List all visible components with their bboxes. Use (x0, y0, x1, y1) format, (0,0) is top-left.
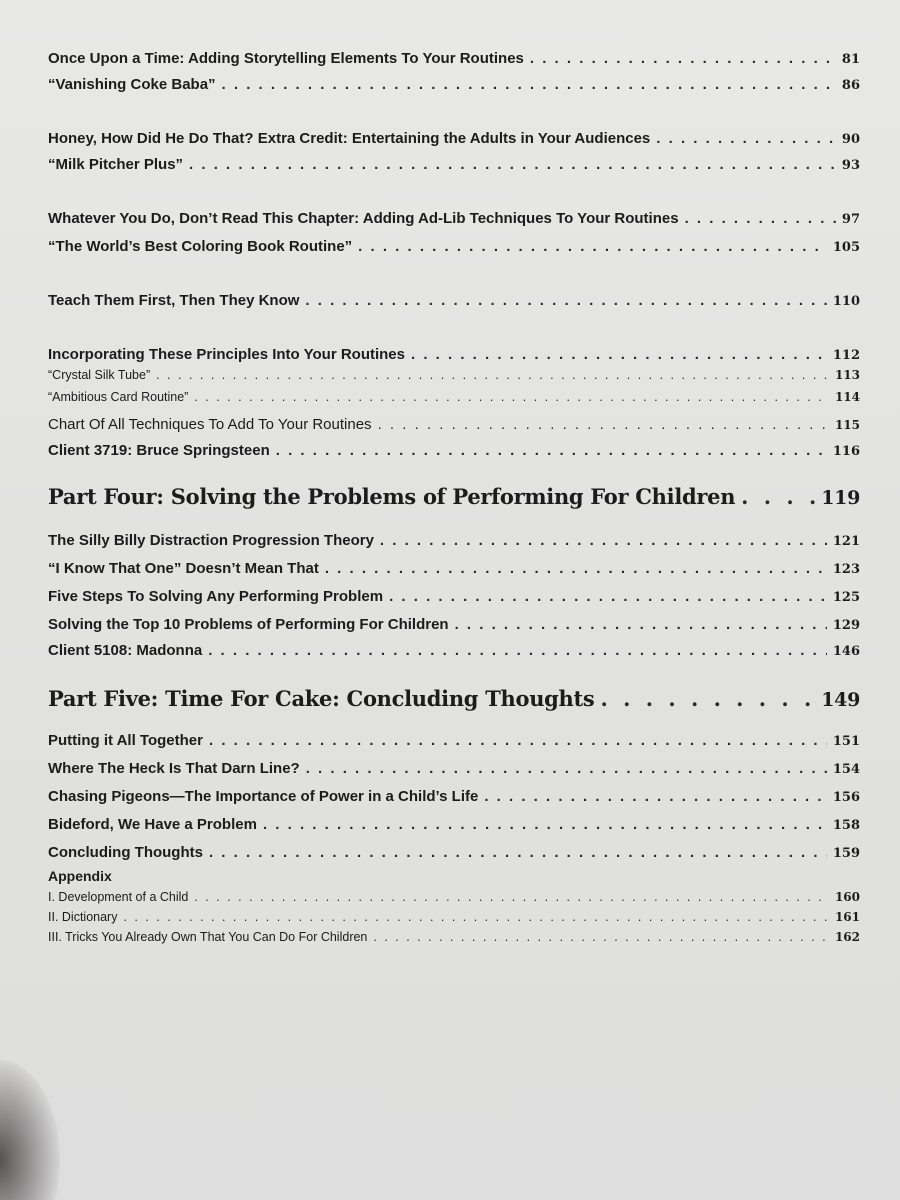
entry-page: 121 (832, 534, 860, 549)
dot-leader (123, 910, 828, 924)
toc-entry[interactable] (48, 616, 860, 633)
part-title: Part Five: Time For Cake: Concluding Thoughts (48, 686, 595, 711)
dot-leader (484, 788, 827, 805)
dot-leader (209, 844, 827, 861)
entry-title: I. Development of a Child (48, 890, 189, 904)
appendix-heading: Appendix (48, 868, 112, 884)
toc-entry[interactable] (48, 346, 860, 363)
dot-leader (305, 292, 826, 309)
dot-leader (389, 588, 827, 605)
entry-page: 81 (841, 52, 860, 67)
dot-leader (194, 890, 829, 904)
dot-leader (306, 760, 827, 777)
entry-title: Chart Of All Techniques To Add To Your Routines (48, 416, 372, 433)
entry-title: Putting it All Together (48, 732, 203, 749)
entry-page: 97 (841, 212, 860, 227)
entry-page: 105 (832, 240, 860, 255)
dot-leader (380, 532, 827, 549)
dot-leader (600, 686, 815, 711)
entry-title: Whatever You Do, Don’t Read This Chapter: Adding Ad-Lib Techniques To Your Routines (48, 210, 679, 227)
entry-title: The Silly Billy Distraction Progression Theory (48, 532, 374, 549)
entry-title: “I Know That One” Doesn’t Mean That (48, 560, 319, 577)
entry-page: 158 (832, 818, 860, 833)
entry-title: “Crystal Silk Tube” (48, 368, 151, 382)
entry-page: 110 (832, 294, 860, 309)
entry-title: Teach Them First, Then They Know (48, 292, 300, 309)
toc-entry[interactable] (48, 532, 860, 549)
entry-title: Incorporating These Principles Into Your Routines (48, 346, 405, 363)
dot-leader (373, 930, 829, 944)
entry-title: Honey, How Did He Do That? Extra Credit: Entertaining the Adults in Your Audiences (48, 130, 651, 147)
entry-title: “Ambitious Card Routine” (48, 390, 189, 404)
entry-page: 162 (834, 930, 860, 944)
toc-entry[interactable] (48, 788, 860, 805)
entry-page: 161 (834, 910, 860, 924)
entry-page: 156 (832, 790, 860, 805)
entry-page: 154 (832, 762, 860, 777)
toc-entry[interactable] (48, 50, 860, 67)
entry-page: 151 (832, 734, 860, 749)
dot-leader (263, 816, 827, 833)
toc-entry[interactable] (48, 760, 860, 777)
entry-title: II. Dictionary (48, 910, 118, 924)
toc-entry[interactable] (48, 442, 860, 459)
entry-page: 113 (834, 368, 860, 382)
entry-title: Once Upon a Time: Adding Storytelling Elements To Your Routines (48, 50, 524, 67)
appendix-entry[interactable] (48, 930, 860, 944)
dot-leader (209, 732, 827, 749)
toc-entry[interactable] (48, 642, 860, 659)
entry-page: 112 (832, 348, 860, 363)
entry-page: 90 (841, 132, 860, 147)
entry-page: 115 (834, 418, 860, 432)
dot-leader (276, 442, 827, 459)
entry-page: 125 (832, 590, 860, 605)
entry-title: Where The Heck Is That Darn Line? (48, 760, 300, 777)
appendix-entry[interactable] (48, 910, 860, 924)
appendix-entry[interactable] (48, 890, 860, 904)
entry-page: 114 (834, 390, 860, 404)
finger-shadow (0, 1060, 60, 1200)
dot-leader (741, 484, 815, 509)
entry-title: Solving the Top 10 Problems of Performing For Children (48, 616, 449, 633)
part-page: 149 (821, 689, 860, 711)
dot-leader (685, 210, 836, 227)
toc-entry[interactable] (48, 130, 860, 147)
toc-entry[interactable] (48, 844, 860, 861)
dot-leader (378, 416, 829, 433)
toc-entry[interactable] (48, 816, 860, 833)
dot-leader (455, 616, 827, 633)
dot-leader (325, 560, 827, 577)
dot-leader (530, 50, 836, 67)
dot-leader (194, 390, 829, 404)
toc-entry[interactable] (48, 238, 860, 255)
toc-entry[interactable] (48, 416, 860, 433)
part-four-heading[interactable] (48, 484, 860, 509)
part-five-heading[interactable] (48, 686, 860, 711)
entry-page: 116 (832, 444, 860, 459)
entry-title: III. Tricks You Already Own That You Can Do For Children (48, 930, 368, 944)
toc-entry[interactable] (48, 210, 860, 227)
entry-page: 146 (832, 644, 860, 659)
entry-title: “Milk Pitcher Plus” (48, 156, 184, 173)
entry-title: Client 3719: Bruce Springsteen (48, 442, 270, 459)
entry-page: 160 (834, 890, 860, 904)
entry-title: Bideford, We Have a Problem (48, 816, 257, 833)
entry-page: 129 (832, 618, 860, 633)
toc-entry[interactable] (48, 732, 860, 749)
toc-entry[interactable] (48, 368, 860, 382)
dot-leader (411, 346, 827, 363)
part-page: 119 (821, 487, 860, 509)
toc-entry[interactable] (48, 156, 860, 173)
dot-leader (222, 76, 836, 93)
toc-entry[interactable] (48, 76, 860, 93)
dot-leader (358, 238, 827, 255)
dot-leader (656, 130, 836, 147)
toc-entry[interactable] (48, 560, 860, 577)
entry-page: 123 (832, 562, 860, 577)
dot-leader (208, 642, 827, 659)
entry-title: Concluding Thoughts (48, 844, 203, 861)
part-title: Part Four: Solving the Problems of Performing For Children (48, 484, 736, 509)
entry-title: Chasing Pigeons—The Importance of Power in a Child’s Life (48, 788, 479, 805)
entry-title: “The World’s Best Coloring Book Routine” (48, 238, 353, 255)
entry-title: Client 5108: Madonna (48, 642, 203, 659)
dot-leader (156, 368, 829, 382)
toc-entry[interactable] (48, 292, 860, 309)
entry-page: 86 (841, 78, 860, 93)
toc-entry[interactable] (48, 390, 860, 404)
entry-title: Five Steps To Solving Any Performing Problem (48, 588, 384, 605)
entry-title: “Vanishing Coke Baba” (48, 76, 216, 93)
dot-leader (189, 156, 836, 173)
entry-page: 93 (841, 158, 860, 173)
entry-page: 159 (832, 846, 860, 861)
toc-entry[interactable] (48, 588, 860, 605)
